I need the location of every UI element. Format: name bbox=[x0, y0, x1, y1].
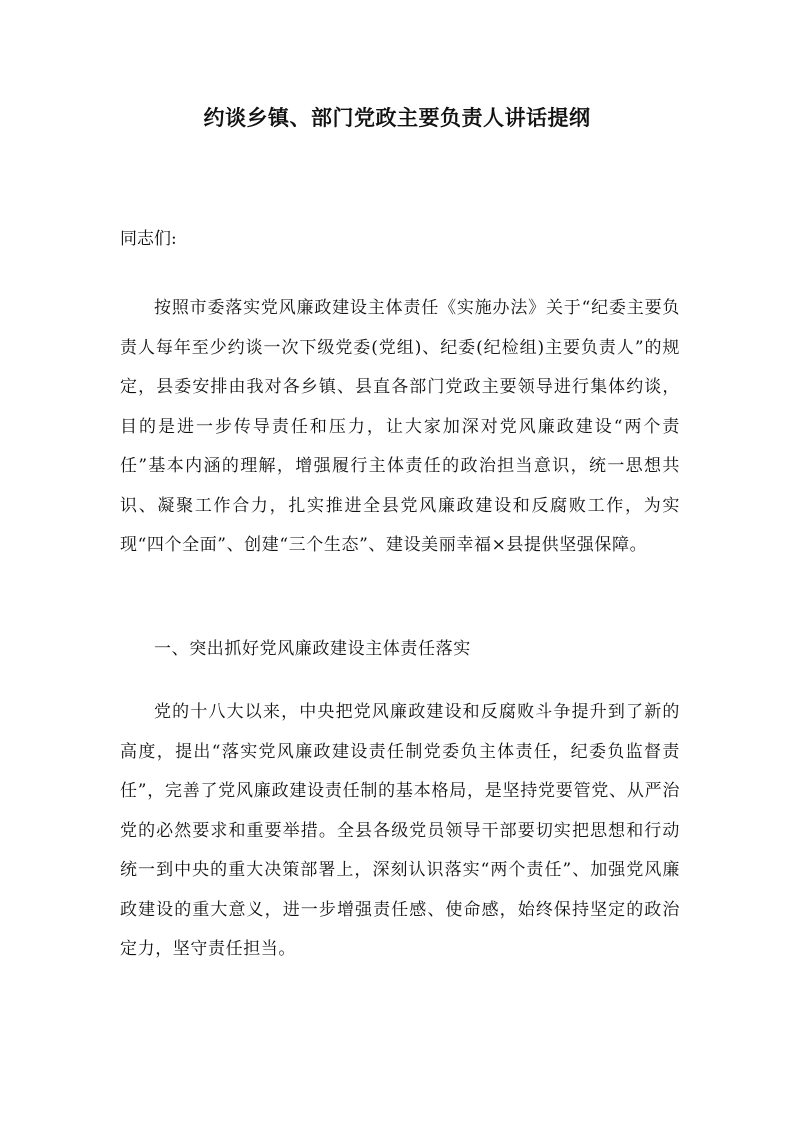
paragraph-intro: 按照市委落实党风廉政建设主体责任《实施办法》关于“纪委主要负责人每年至少约谈一次下级党委(党组)、纪委(纪检组)主要负责人”的规定，县委安排由我对各乡镇、县直各部门党政主要领导进行集体约谈，目的是进一步传导责任和压力，让大家加深对党风廉政建设“两个责任”基本内涵的理解，增强履行主体责任的政治担当意识，统一思想共识、凝聚工作合力，扎实推进全县党风廉政建设和反腐败工作，为实现“四个全面”、创建“三个生态”、建设美丽幸福×县提供坚强保障。 bbox=[120, 298, 680, 555]
paragraph-section-1: 党的十八大以来，中央把党风廉政建设和反腐败斗争提升到了新的高度，提出“落实党风廉政建设责任制党委负主体责任，纪委负监督责任”，完善了党风廉政建设责任制的基本格局，是坚持党要管党、从严治党的必然要求和重要举措。全县各级党员领导干部要切实把思想和行动统一到中央的重大决策部署上，深刻认识落实“两个责任”、加强党风廉政建设的重大意义，进一步增强责任感、使命感，始终保持坚定的政治定力，坚守责任担当。 bbox=[120, 702, 680, 959]
section-heading-1: 一、突出抓好党风廉政建设主体责任落实 bbox=[154, 639, 471, 659]
salutation: 同志们: bbox=[120, 229, 177, 249]
document-title: 约谈乡镇、部门党政主要负责人讲话提纲 bbox=[203, 106, 591, 130]
